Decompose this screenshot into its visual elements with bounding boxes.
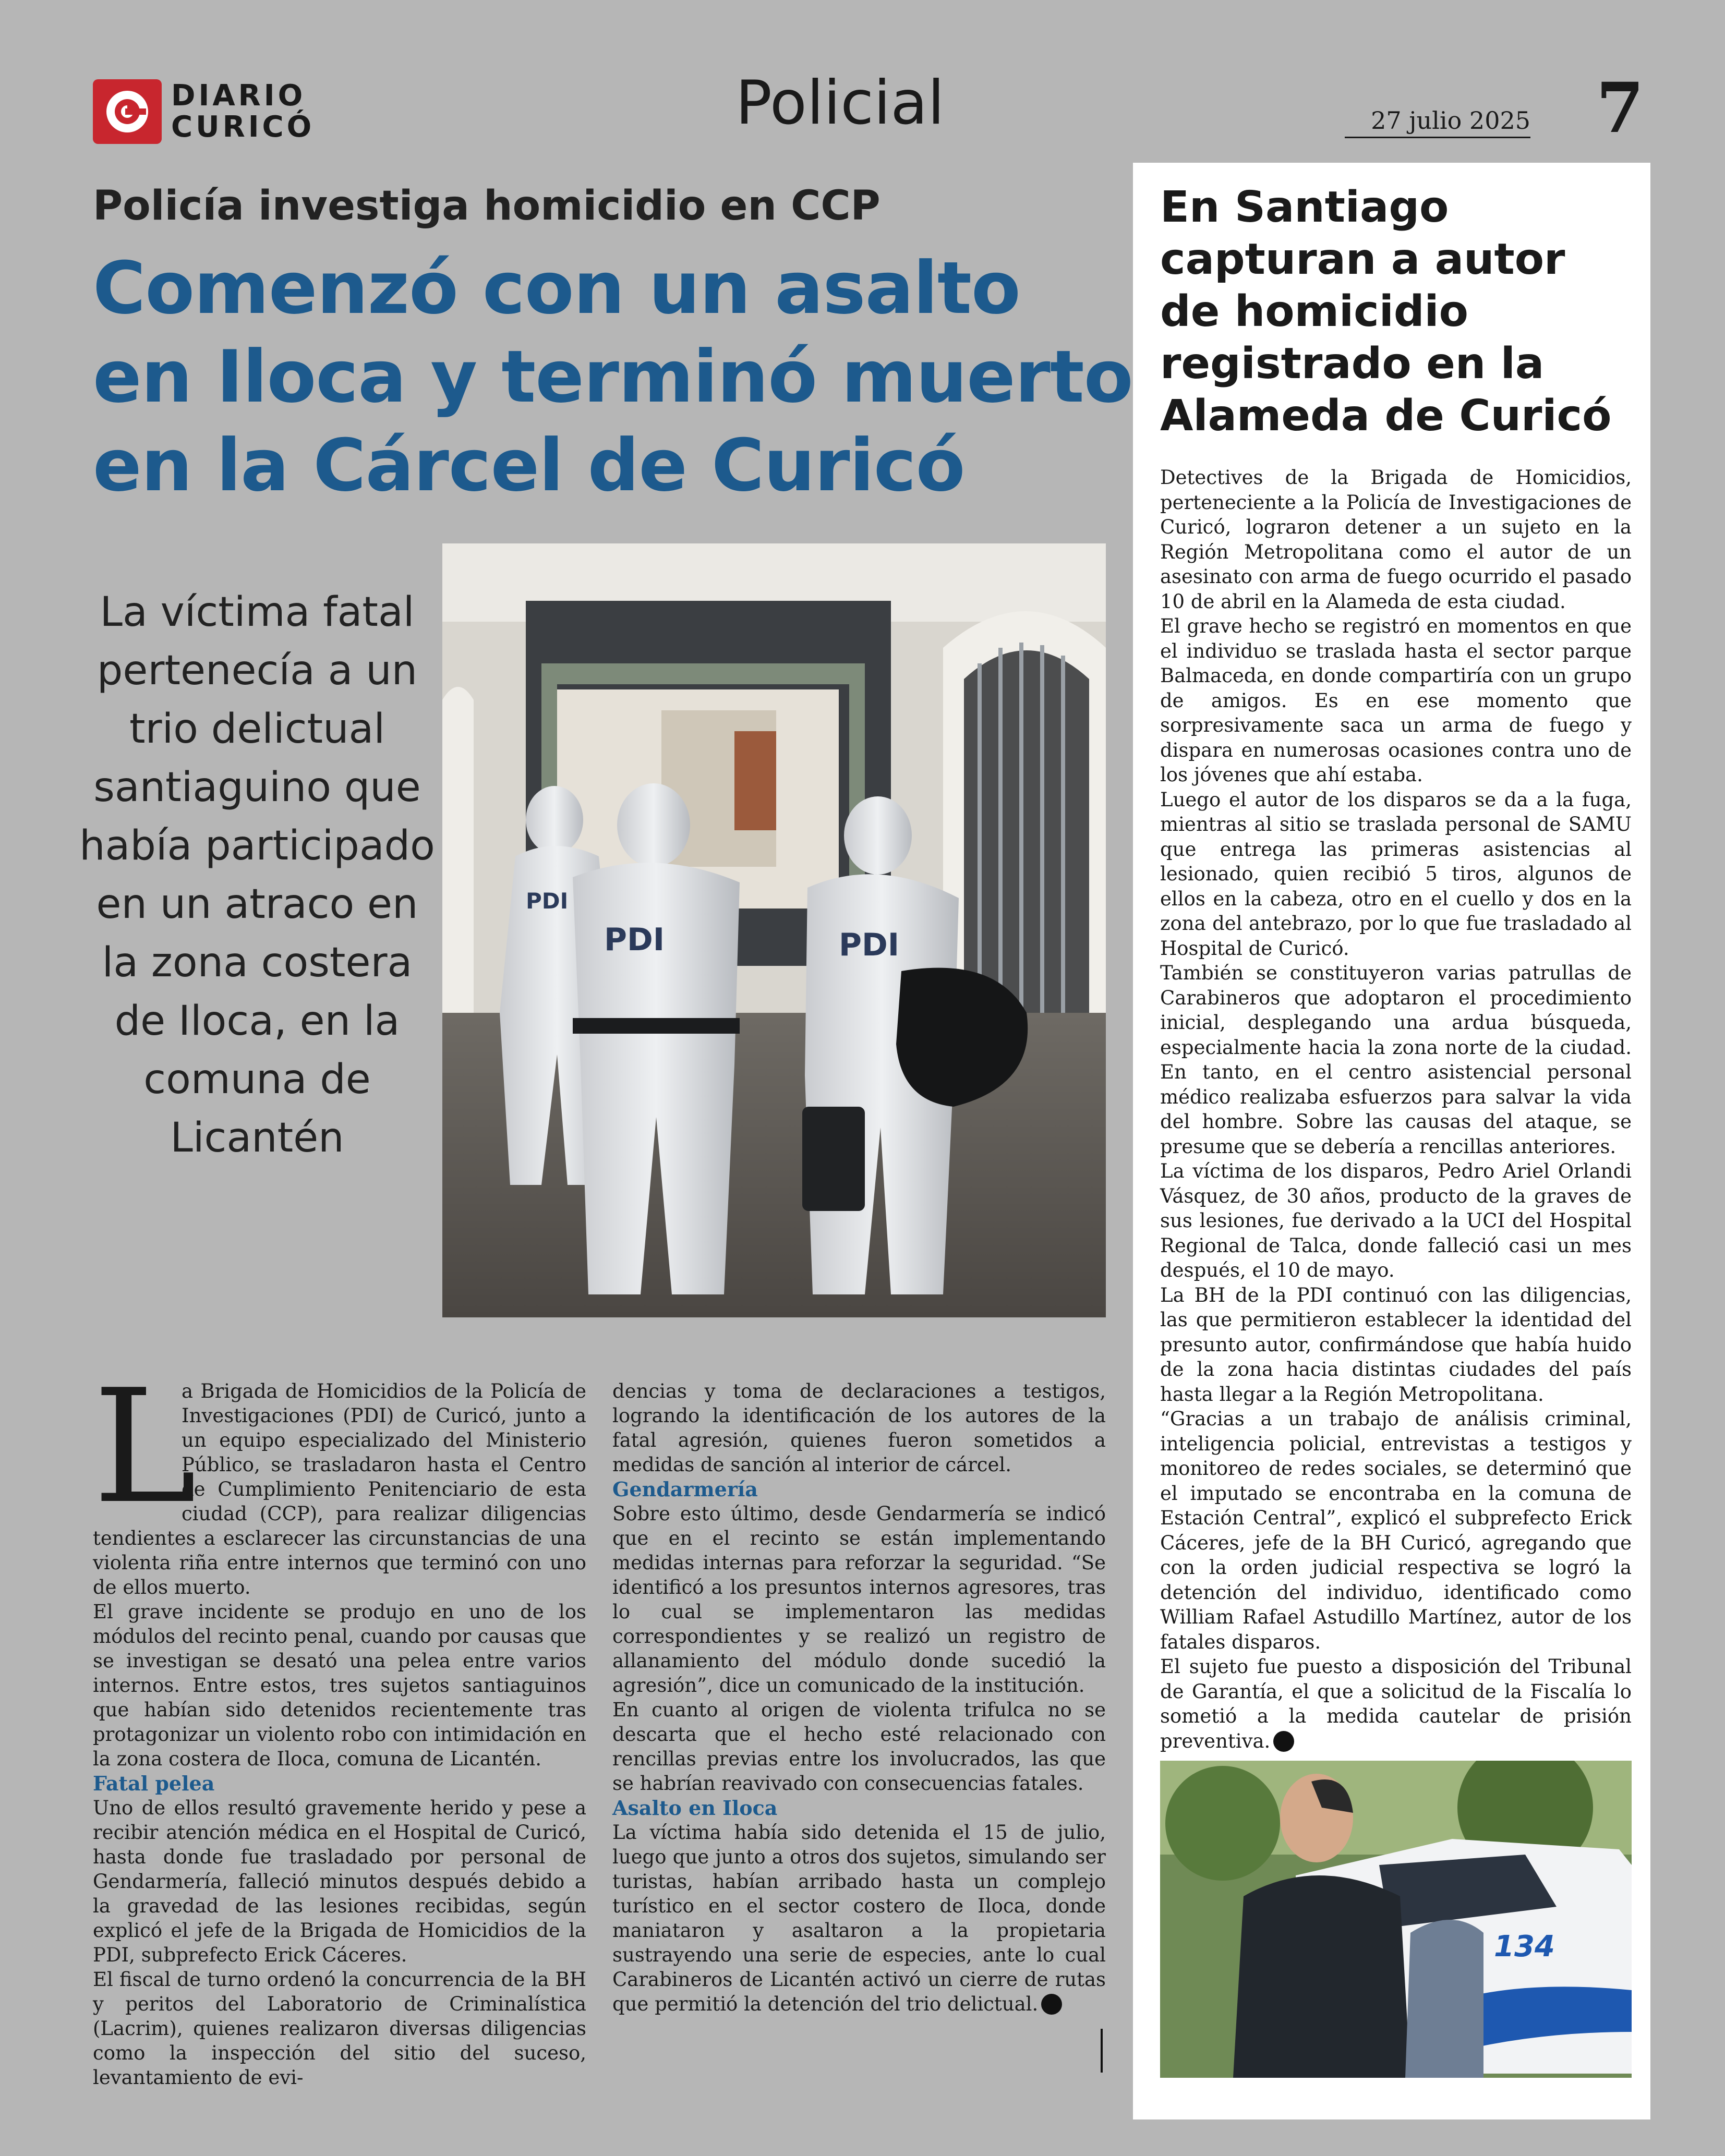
article-paragraph: a Brigada de Homicidios de la Policía de Investigaciones (PDI) de Curicó, junto a un equipo especializado del Ministerio Público, se trasladaron hasta el Centro de Cumplimiento Penitenciario de esta ciudad (CCP), para realizar diligencias tendientes a esclarecer las circunstancias de una violenta riña entre internos que terminó con uno de ellos muerto. [93,1380,586,1598]
arrest-photo [1160,1761,1632,2078]
sidebar-paragraph: La BH de la PDI continuó con las diligencias, las que permitieron establecer la identidad del presunto autor, confirmándose que había huido de la zona hacia distintas ciudades del país hasta llegar a la Región Metropolitana. [1160,1283,1632,1406]
column-end-rule [1101,2029,1103,2073]
pull-quote: La víctima fatal pertenecía a un trio delictual santiaguino que había participado en un atraco en la zona costera de Iloca, en la comuna de Licantén [79,589,435,1161]
article-paragraph: dencias y toma de declaraciones a testigos, logrando la identificación de los autores de la fatal agresión, quienes fueron sometidos a medidas de sanción al interior de cárcel. [612,1380,1106,1476]
article-column-2 [612,1379,1106,2016]
patrol-car-number: 134 [1494,1930,1555,1964]
logo-mark-icon [93,79,162,144]
sidebar-body [1160,465,1632,1753]
logo-wordmark [171,80,315,143]
sidebar-headline: En Santiago capturan a autor de homicidio registrado en la Alameda de Curicó [1160,183,1612,441]
end-of-article-icon [1041,1994,1062,2015]
article-column-1 [93,1356,586,2090]
dropcap: L [93,1356,197,1538]
article-paragraph: El fiscal de turno ordenó la concurrencia de la BH y peritos del Laboratorio de Criminalística (Lacrim), quienes realizaron diversas diligencias como la inspección del sitio del suceso, levantamiento de evi- [93,1968,586,2089]
article-paragraph: El grave incidente se produjo en uno de los módulos del recinto penal, cuando por causas que se investigan se desató una pelea entre varios internos. Entre estos, tres sujetos santiaguinos que habían sido detenidos recientemente tras protagonizar un violento robo con intimidación en la zona costera de Iloca, comuna de Licantén. [93,1601,586,1770]
article-paragraph: Uno de ellos resultó gravemente herido y pese a recibir atención médica en el Hospital de Curicó, hasta donde fue trasladado por personal de Gendarmería, falleció minutos después debido a la gravedad de las lesiones recibidas, según explicó el jefe de la Brigada de Homicidios de la PDI, subprefecto Erick Cáceres. [93,1797,586,1966]
sidebar-paragraph: La víctima de los disparos, Pedro Ariel Orlandi Vásquez, de 30 años, producto de la graves de sus lesiones, fue derivado a la UCI del Hospital Regional de Talca, donde falleció casi un mes después, el 10 de mayo. [1160,1160,1632,1281]
sidebar-paragraph-last [1160,1654,1632,1753]
article-paragraph: En cuanto al origen de violenta trifulca no se descarta que el hecho esté relacionado con rencillas previas entre los involucrados, las que se habrían reavivado con consecuencias fatales. [612,1699,1106,1795]
subhead-gendarmeria: Gendarmería [612,1477,758,1501]
article-headline: Comenzó con un asalto en Iloca y terminó muerto en la Cárcel de Curicó [93,246,1133,507]
pdi-label-left: PDI [526,888,569,914]
article-paragraph-last [612,1820,1106,2016]
logo-line-curico: CURICÓ [171,110,315,144]
issue-date: 27 julio 2025 [1345,106,1530,138]
subhead-fatal-pelea: Fatal pelea [93,1772,215,1795]
pdi-label-center: PDI [604,922,665,958]
sidebar-paragraph: “Gracias a un trabajo de análisis criminal, inteligencia policial, entrevistas a testigos y monitoreo de redes sociales, se determinó que el imputado se encontraba en la comuna de Estación Central”, explicó el subprefecto Erick Cáceres, jefe de la BH Curicó, agregando que con la orden judicial respectiva se logró la detención del individuo, identificado como William Rafael Astudillo Martínez, autor de los fatales disparos. [1160,1408,1632,1653]
article-kicker: Policía investiga homicidio en CCP [93,183,880,229]
section-title: Policial [735,68,945,138]
sidebar-paragraph: Luego el autor de los disparos se da a la fuga, mientras al sitio se traslada personal de SAMU que entrega las primeras asistencias al lesionado, quien recibió 5 tiros, algunos de ellos en la cabeza, otro en el cuello y dos en la zona del antebrazo, por lo que fue trasladado al Hospital de Curicó. [1160,788,1632,960]
sidebar-paragraph: Detectives de la Brigada de Homicidios, perteneciente a la Policía de Investigaciones de Curicó, lograron detener a un sujeto en la Región Metropolitana como el autor de un asesinato con arma de fuego ocurrido el pasado 10 de abril en la Alameda de esta ciudad. [1160,466,1632,613]
sidebar-article [1133,163,1650,2119]
diario-curico-logo [93,79,322,144]
article-paragraph-text: La víctima había sido detenida el 15 de julio, luego que junto a otros dos sujetos, simulando ser turistas, habían arribado hasta un complejo turístico en el sector costero de Iloca, donde maniataron y asaltaron a la propietaria sustrayendo una serie de especies, ante lo cual Carabineros de Licantén activó un cierre de rutas que permitió la detención del trio delictual. [612,1821,1106,2015]
article-paragraph: Sobre esto último, desde Gendarmería se indicó que en el recinto se están implementando medidas internas para reforzar la seguridad. “Se identificó a los presuntos internos agresores, tras lo cual se implementaron las medidas correspondientes y se realizó un registro de allanamiento del módulo donde sucedió la agresión”, dice un comunicado de la institución. [612,1503,1106,1697]
pdi-label-right: PDI [839,927,900,963]
sidebar-paragraph: El grave hecho se registró en momentos en que el individuo se traslada hasta el sector parque Balmaceda, en donde compartiría con un grupo de amigos. Es en ese momento que sorpresivamente saca un arma de fuego y dispara en numerosas ocasiones contra uno de los jóvenes que ahí estaba. [1160,615,1632,786]
sidebar-paragraph-text: El sujeto fue puesto a disposición del Tribunal de Garantía, el que a solicitud de la Fiscalía lo sometió a la medida cautelar de prisión preventiva. [1160,1655,1632,1752]
sidebar-paragraph: También se constituyeron varias patrullas de Carabineros que adoptaron el procedimiento inicial, desplegando una ardua búsqueda, especialmente hacia la zona norte de la ciudad. En tanto, en el centro asistencial personal médico realizaba esfuerzos para salvar la vida del hombre. Sobre las causas del ataque, se presume que se debería a rencillas anteriores. [1160,962,1632,1158]
logo-line-diario: DIARIO [171,79,306,113]
end-of-article-icon [1273,1731,1294,1752]
page-number: 7 [1596,68,1644,149]
subhead-asalto-en-iloca: Asalto en Iloca [612,1796,778,1820]
forensic-team-photo [442,543,1106,1317]
